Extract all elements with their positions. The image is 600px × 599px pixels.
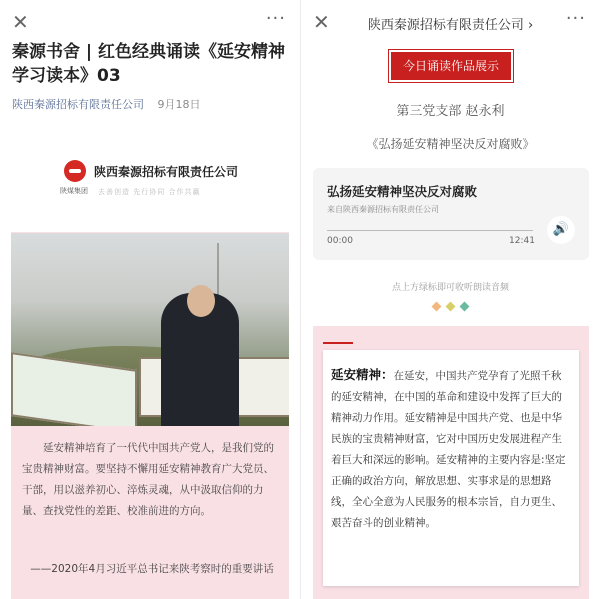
right-article-panel <box>301 0 600 599</box>
audio-progress-track[interactable] <box>327 230 533 231</box>
body-heading: 延安精神： <box>331 367 394 382</box>
article-title: 秦源书舍 | 红色经典诵读《延安精神学习读本》03 <box>12 42 286 86</box>
company-logo-icon <box>64 160 86 182</box>
more-icon[interactable]: ··· <box>565 8 586 29</box>
diamond-icon <box>460 302 470 312</box>
diamond-icon <box>432 302 442 312</box>
account-link[interactable]: 陕西秦源招标有限责任公司 <box>12 98 144 111</box>
brand-motto: 去善创造 先行协同 合作共赢 <box>98 188 201 196</box>
close-icon[interactable]: ✕ <box>313 10 330 34</box>
audio-play-icon[interactable]: 🔊 <box>547 216 575 244</box>
audio-title: 弘扬延安精神坚决反对腐败 <box>327 184 478 199</box>
listen-tip: 点上方绿标即可收听朗读音频 <box>391 283 509 293</box>
close-icon[interactable]: ✕ <box>12 10 29 34</box>
account-title-link[interactable]: 陕西秦源招标有限责任公司 › <box>367 18 534 33</box>
audio-current-time: 00:00 <box>327 236 353 246</box>
today-reading-button[interactable]: 今日诵读作品展示 <box>391 52 511 80</box>
brand-group: 陕煤集团 <box>60 187 88 195</box>
work-title: 《弘扬延安精神坚决反对腐败》 <box>366 137 535 151</box>
quote-text: 延安精神培育了一代代中国共产党人，是我们党的宝贵精神财富。要坚持不懈用延安精神教育广大党员、干部，用以滋养初心、淬炼灵魂，从中汲取信仰的力量、查找党性的差距、校准前进的方向。 <box>22 442 274 517</box>
photo-person-head <box>187 285 215 317</box>
publish-date: 9月18日 <box>157 98 201 111</box>
reader-name: 第三党支部 赵永利 <box>396 104 505 119</box>
brand-company: 陕西秦源招标有限责任公司 <box>94 165 239 179</box>
body-card <box>323 350 579 586</box>
body-text: 在延安，中国共产党孕育了光照千秋的延安精神，在中国的革命和建设中发挥了巨大的精神动力作用。延安精神是中国共产党、也是中华民族的宝贵精神财富，它对中国历史发展进程产生着巨大和深远的影响。延安精神的主要内容是:坚定正确的政治方向，解放思想、实事求是的思想路线，全心全意为人民服务的根本宗旨，自力更生、艰苦奋斗的创业精神。 <box>331 370 566 529</box>
body-paragraph <box>323 350 579 534</box>
quote-source: ——2020年4月习近平总书记来陕考察时的重要讲话 <box>30 563 274 575</box>
audio-source: 来自陕西秦源招标有限责任公司 <box>327 205 439 214</box>
top-bar <box>0 0 300 46</box>
more-icon[interactable]: ··· <box>265 8 286 29</box>
article-photo <box>11 233 289 426</box>
red-divider <box>323 342 353 344</box>
brand-banner <box>58 160 300 206</box>
article-meta <box>0 88 300 112</box>
audio-player[interactable] <box>313 168 589 260</box>
audio-duration: 12:41 <box>509 236 535 246</box>
diamond-icon <box>446 302 456 312</box>
top-bar <box>301 0 600 46</box>
